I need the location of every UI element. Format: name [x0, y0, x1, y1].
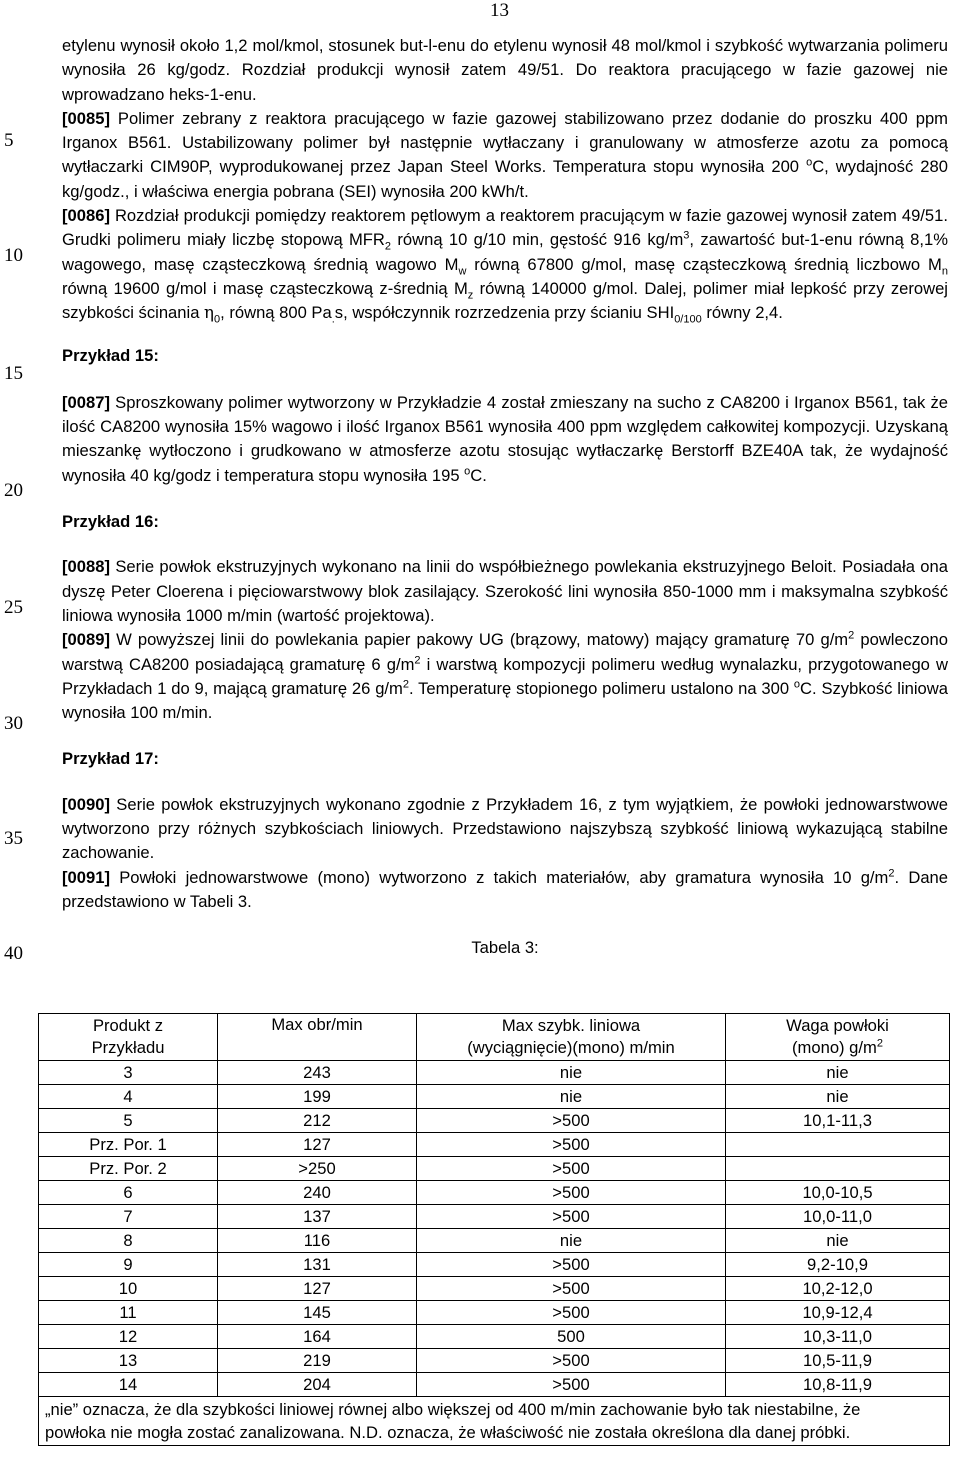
document-body — [62, 34, 948, 961]
table-cell — [726, 1157, 950, 1181]
line-number: 20 — [4, 480, 23, 501]
paragraph-0086 — [62, 204, 948, 325]
line-number: 5 — [4, 130, 14, 151]
table-cell: 145 — [218, 1301, 417, 1325]
paragraph-tag: [0088] — [62, 557, 110, 577]
table-cell: 14 — [39, 1373, 218, 1397]
table-cell: >500 — [417, 1277, 726, 1301]
table-row — [39, 1157, 950, 1181]
paragraph-tag: [0090] — [62, 794, 110, 814]
header-line: Max obr/min — [271, 1015, 363, 1034]
table-cell: Prz. Por. 1 — [39, 1133, 218, 1157]
table-row — [39, 1133, 950, 1157]
table-row — [39, 1181, 950, 1205]
table-row — [39, 1373, 950, 1397]
text-run: W powyższej linii do powlekania papier pakowy UG (brązowy, matowy) mający gramaturę 70 g/m — [109, 630, 849, 650]
line-number: 15 — [4, 363, 23, 384]
table-cell: 116 — [218, 1229, 417, 1253]
table-cell: >500 — [417, 1205, 726, 1229]
paragraph-tag: [0091] — [62, 867, 110, 887]
superscript: o — [464, 465, 471, 478]
table-cell: 6 — [39, 1181, 218, 1205]
heading-example-17: Przykład 17: — [62, 749, 159, 769]
table-cell: nie — [417, 1061, 726, 1085]
table-row — [39, 1109, 950, 1133]
table-cell: Prz. Por. 2 — [39, 1157, 218, 1181]
table-cell: nie — [417, 1085, 726, 1109]
table-cell: nie — [417, 1229, 726, 1253]
table-cell: 127 — [218, 1277, 417, 1301]
text-run: . Temperaturę stopionego polimeru ustalono na 300 — [409, 678, 794, 698]
table-cell: 219 — [218, 1349, 417, 1373]
line-number: 25 — [4, 597, 23, 618]
table-cell: >500 — [417, 1181, 726, 1205]
table-cell: 11 — [39, 1301, 218, 1325]
table-cell: 10,2-12,0 — [726, 1277, 950, 1301]
table-cell: 10,5-11,9 — [726, 1349, 950, 1373]
header-line: Waga powłoki — [786, 1016, 889, 1035]
text-run: , równą 800 Pa — [220, 303, 332, 323]
text-run: równą 19600 g/mol i masę cząsteczkową z-średnią M — [62, 278, 468, 298]
table-cell: >500 — [417, 1373, 726, 1397]
heading-example-16: Przykład 16: — [62, 512, 159, 532]
line-number: 10 — [4, 245, 23, 266]
paragraph-tag: [0089] — [62, 630, 110, 650]
table-row — [39, 1085, 950, 1109]
table-cell: 127 — [218, 1133, 417, 1157]
paragraph-0091 — [62, 866, 948, 915]
table-cell: 12 — [39, 1325, 218, 1349]
text-run: , zawartość but-1-enu równą 8,1% wagowego, masę cząsteczkową średnią wagowo M — [62, 230, 948, 274]
text-run: s, współczynnik rozrzedzenia przy ścianiu SHI — [334, 303, 675, 323]
superscript: 2 — [402, 678, 409, 691]
table-cell: 5 — [39, 1109, 218, 1133]
page-number: 13 — [490, 0, 509, 21]
superscript: 3 — [683, 229, 690, 242]
table-row — [39, 1277, 950, 1301]
table-cell: 8 — [39, 1229, 218, 1253]
table-cell: 10,0-10,5 — [726, 1181, 950, 1205]
table-row — [39, 1061, 950, 1085]
text-run: . Dane przedstawiono w Tabeli 3. — [62, 867, 949, 911]
text-run: Serie powłok ekstruzyjnych wykonano na linii do współbieżnego powlekania ekstruzyjnego Beloit. Posiadała ona dyszę Peter Cloerena i pięciowarstwowy blok zasilający. Szerokość lini wynosiła 850-1000 mm i maksymalna szybkość liniowa wynosiła 1000 m/min (wartość projektowa). — [62, 557, 948, 625]
table-cell: 164 — [218, 1325, 417, 1349]
text-run: C. Szybkość liniowa wynosiła 100 m/min. — [62, 678, 948, 723]
line-number: 35 — [4, 828, 23, 849]
superscript: o — [793, 678, 801, 691]
table-cell: 10,3-11,0 — [726, 1325, 950, 1349]
text-run: C. — [470, 465, 487, 485]
table-cell: >500 — [417, 1157, 726, 1181]
text-run: powleczono warstwą CA8200 posiadającą gramaturę 6 g/m — [62, 630, 948, 674]
table-cell: >500 — [417, 1109, 726, 1133]
table-cell: 3 — [39, 1061, 218, 1085]
subscript: 0 — [213, 313, 221, 326]
table-cell: >500 — [417, 1349, 726, 1373]
header-cell — [726, 1014, 950, 1061]
line-number: 30 — [4, 713, 23, 734]
header-cell — [218, 1014, 417, 1061]
text-run: Powłoki jednowarstwowe (mono) wytworzono z takich materiałów, aby gramatura wynosiła 10 g/m — [109, 867, 889, 887]
table-row — [39, 1253, 950, 1277]
header-line: (mono) g/m — [792, 1038, 877, 1057]
table-cell: 131 — [218, 1253, 417, 1277]
subscript: n — [941, 264, 948, 277]
table-row — [39, 1301, 950, 1325]
table-cell — [726, 1133, 950, 1157]
heading-example-15: Przykład 15: — [62, 345, 159, 365]
table-cell: 9 — [39, 1253, 218, 1277]
paragraph-0088 — [62, 555, 948, 628]
header-line: Przykładu — [91, 1038, 165, 1057]
table-note: „nie” oznacza, że dla szybkości liniowej równej albo większej od 400 m/min zachowanie było tak niestabilne, że powłoka nie mogła zostać zanalizowana. N.D. oznacza, że właściwość nie została określona dla danej próbki. — [39, 1397, 950, 1446]
table-cell: 10,8-11,9 — [726, 1373, 950, 1397]
text-run: równą 10 g/10 min, gęstość 916 kg/m — [391, 230, 684, 250]
subscript: w — [458, 264, 467, 277]
table-cell: >250 — [218, 1157, 417, 1181]
paragraph-intro: etylenu wynosił około 1,2 mol/kmol, stosunek but-l-enu do etylenu wynosił 48 mol/kmol i szybkość wytwarzania polimeru wynosiła 26 kg/godz. Rozdział produkcji wynosił zatem 49/51. Do reaktora pracującego w fazie gazowej nie wprowadzano heks-1-enu. — [62, 36, 948, 104]
text-run: C, wydajność 280 kg/godz., i właściwa energia pobrana (SEI) wynosiła 200 kWh/t. — [62, 157, 948, 201]
text-run: równy 2,4. — [701, 303, 783, 323]
table-3 — [38, 1013, 950, 1446]
superscript: o — [806, 156, 813, 169]
table-cell: 243 — [218, 1061, 417, 1085]
table-header-row — [39, 1014, 950, 1061]
header-line: Produkt z — [92, 1016, 164, 1035]
subscript: . — [331, 313, 335, 326]
superscript: 2 — [414, 654, 421, 666]
table-cell: nie — [726, 1229, 950, 1253]
table-caption: Tabela 3: — [471, 938, 539, 958]
subscript: z — [467, 289, 474, 302]
text-run: Rozdział produkcji pomiędzy reaktorem pętlowym a reaktorem pracującym w fazie gazowej wynosił zatem 49/51. Grudki polimeru miały liczbę stopową MFR — [62, 206, 948, 250]
table-cell: 137 — [218, 1205, 417, 1229]
header-cell — [417, 1014, 726, 1061]
eta-symbol: η — [204, 303, 214, 323]
table-cell: 13 — [39, 1349, 218, 1373]
header-line: (wyciągnięcie)(mono) m/min — [467, 1038, 675, 1057]
table-cell: 199 — [218, 1085, 417, 1109]
header-cell — [39, 1014, 218, 1061]
paragraph-tag: [0086] — [62, 206, 110, 226]
table-cell: >500 — [417, 1133, 726, 1157]
table-cell: 10 — [39, 1277, 218, 1301]
line-number: 40 — [4, 943, 23, 964]
subscript: 2 — [384, 240, 392, 253]
table-cell: 9,2-10,9 — [726, 1253, 950, 1277]
table-cell: 212 — [218, 1109, 417, 1133]
text-run: Polimer zebrany z reaktora pracującego w fazie gazowej stabilizowano przez dodanie do proszku 400 ppm Irganox B561. Ustabilizowany polimer był następnie wytłaczany i granulowany w atmosferze azotu za pomocą wytłaczarki CIM90P, wyprodukowanej przez Japan Steel Works. Temperatura stopu wynosiła 200 — [62, 108, 948, 177]
table-cell: 500 — [417, 1325, 726, 1349]
table-row — [39, 1349, 950, 1373]
superscript: 2 — [876, 1037, 883, 1050]
table-row — [39, 1229, 950, 1253]
table-cell: >500 — [417, 1253, 726, 1277]
table-cell: nie — [726, 1085, 950, 1109]
paragraph-tag: [0087] — [62, 392, 110, 412]
table-cell: 10,9-12,4 — [726, 1301, 950, 1325]
subscript: 0/100 — [674, 313, 702, 326]
table-row — [39, 1325, 950, 1349]
superscript: 2 — [848, 629, 855, 642]
text-run: Sproszkowany polimer wytworzony w Przykładzie 4 został zmieszany na sucho z CA8200 i Irganox B561, tak że ilość CA8200 wynosiła 15% wagowo i ilość Irganox B561 wynosiła 400 ppm względem całkowitej kompozycji. Uzyskaną mieszankę wytłoczono i grudkowano w atmosferze azotu stosując wytłaczarkę Berstorff BZE40A tak, że wydajność wynosiła 40 kg/godz i temperatura stopu wynosiła 195 — [62, 392, 948, 485]
table-cell: 10,0-11,0 — [726, 1205, 950, 1229]
text-run: i warstwą kompozycji polimeru według wynalazku, przygotowanego w Przykładach 1 do 9, mającą gramaturę 26 g/m — [62, 654, 948, 698]
paragraph-0087 — [62, 391, 948, 488]
table-cell: 7 — [39, 1205, 218, 1229]
superscript: 2 — [888, 867, 895, 880]
table-row — [39, 1205, 950, 1229]
table-body — [39, 1061, 950, 1397]
paragraph-0085 — [62, 107, 948, 204]
text-run: równą 67800 g/mol, masę cząsteczkową średnią liczbowo M — [466, 254, 942, 274]
header-line: Max szybk. liniowa — [501, 1016, 641, 1035]
table-cell: 240 — [218, 1181, 417, 1205]
table-cell: 4 — [39, 1085, 218, 1109]
paragraph-tag: [0085] — [62, 108, 110, 128]
table-cell: 204 — [218, 1373, 417, 1397]
text-run: równą 140000 g/mol. Dalej, polimer miał lepkość przy zerowej szybkości ścinania — [62, 278, 948, 323]
text-run: Serie powłok ekstruzyjnych wykonano zgodnie z Przykładem 16, z tym wyjątkiem, że powłoki jednowarstwowe wytworzono przy różnych szybkościach liniowych. Przedstawiono najszybszą szybkość liniową wykazującą stabilne zachowanie. — [62, 794, 948, 863]
paragraph-0090 — [62, 793, 948, 866]
table-cell: 10,1-11,3 — [726, 1109, 950, 1133]
table-cell: nie — [726, 1061, 950, 1085]
table-note-row — [39, 1397, 950, 1446]
table-cell: >500 — [417, 1301, 726, 1325]
paragraph-0089 — [62, 628, 948, 725]
